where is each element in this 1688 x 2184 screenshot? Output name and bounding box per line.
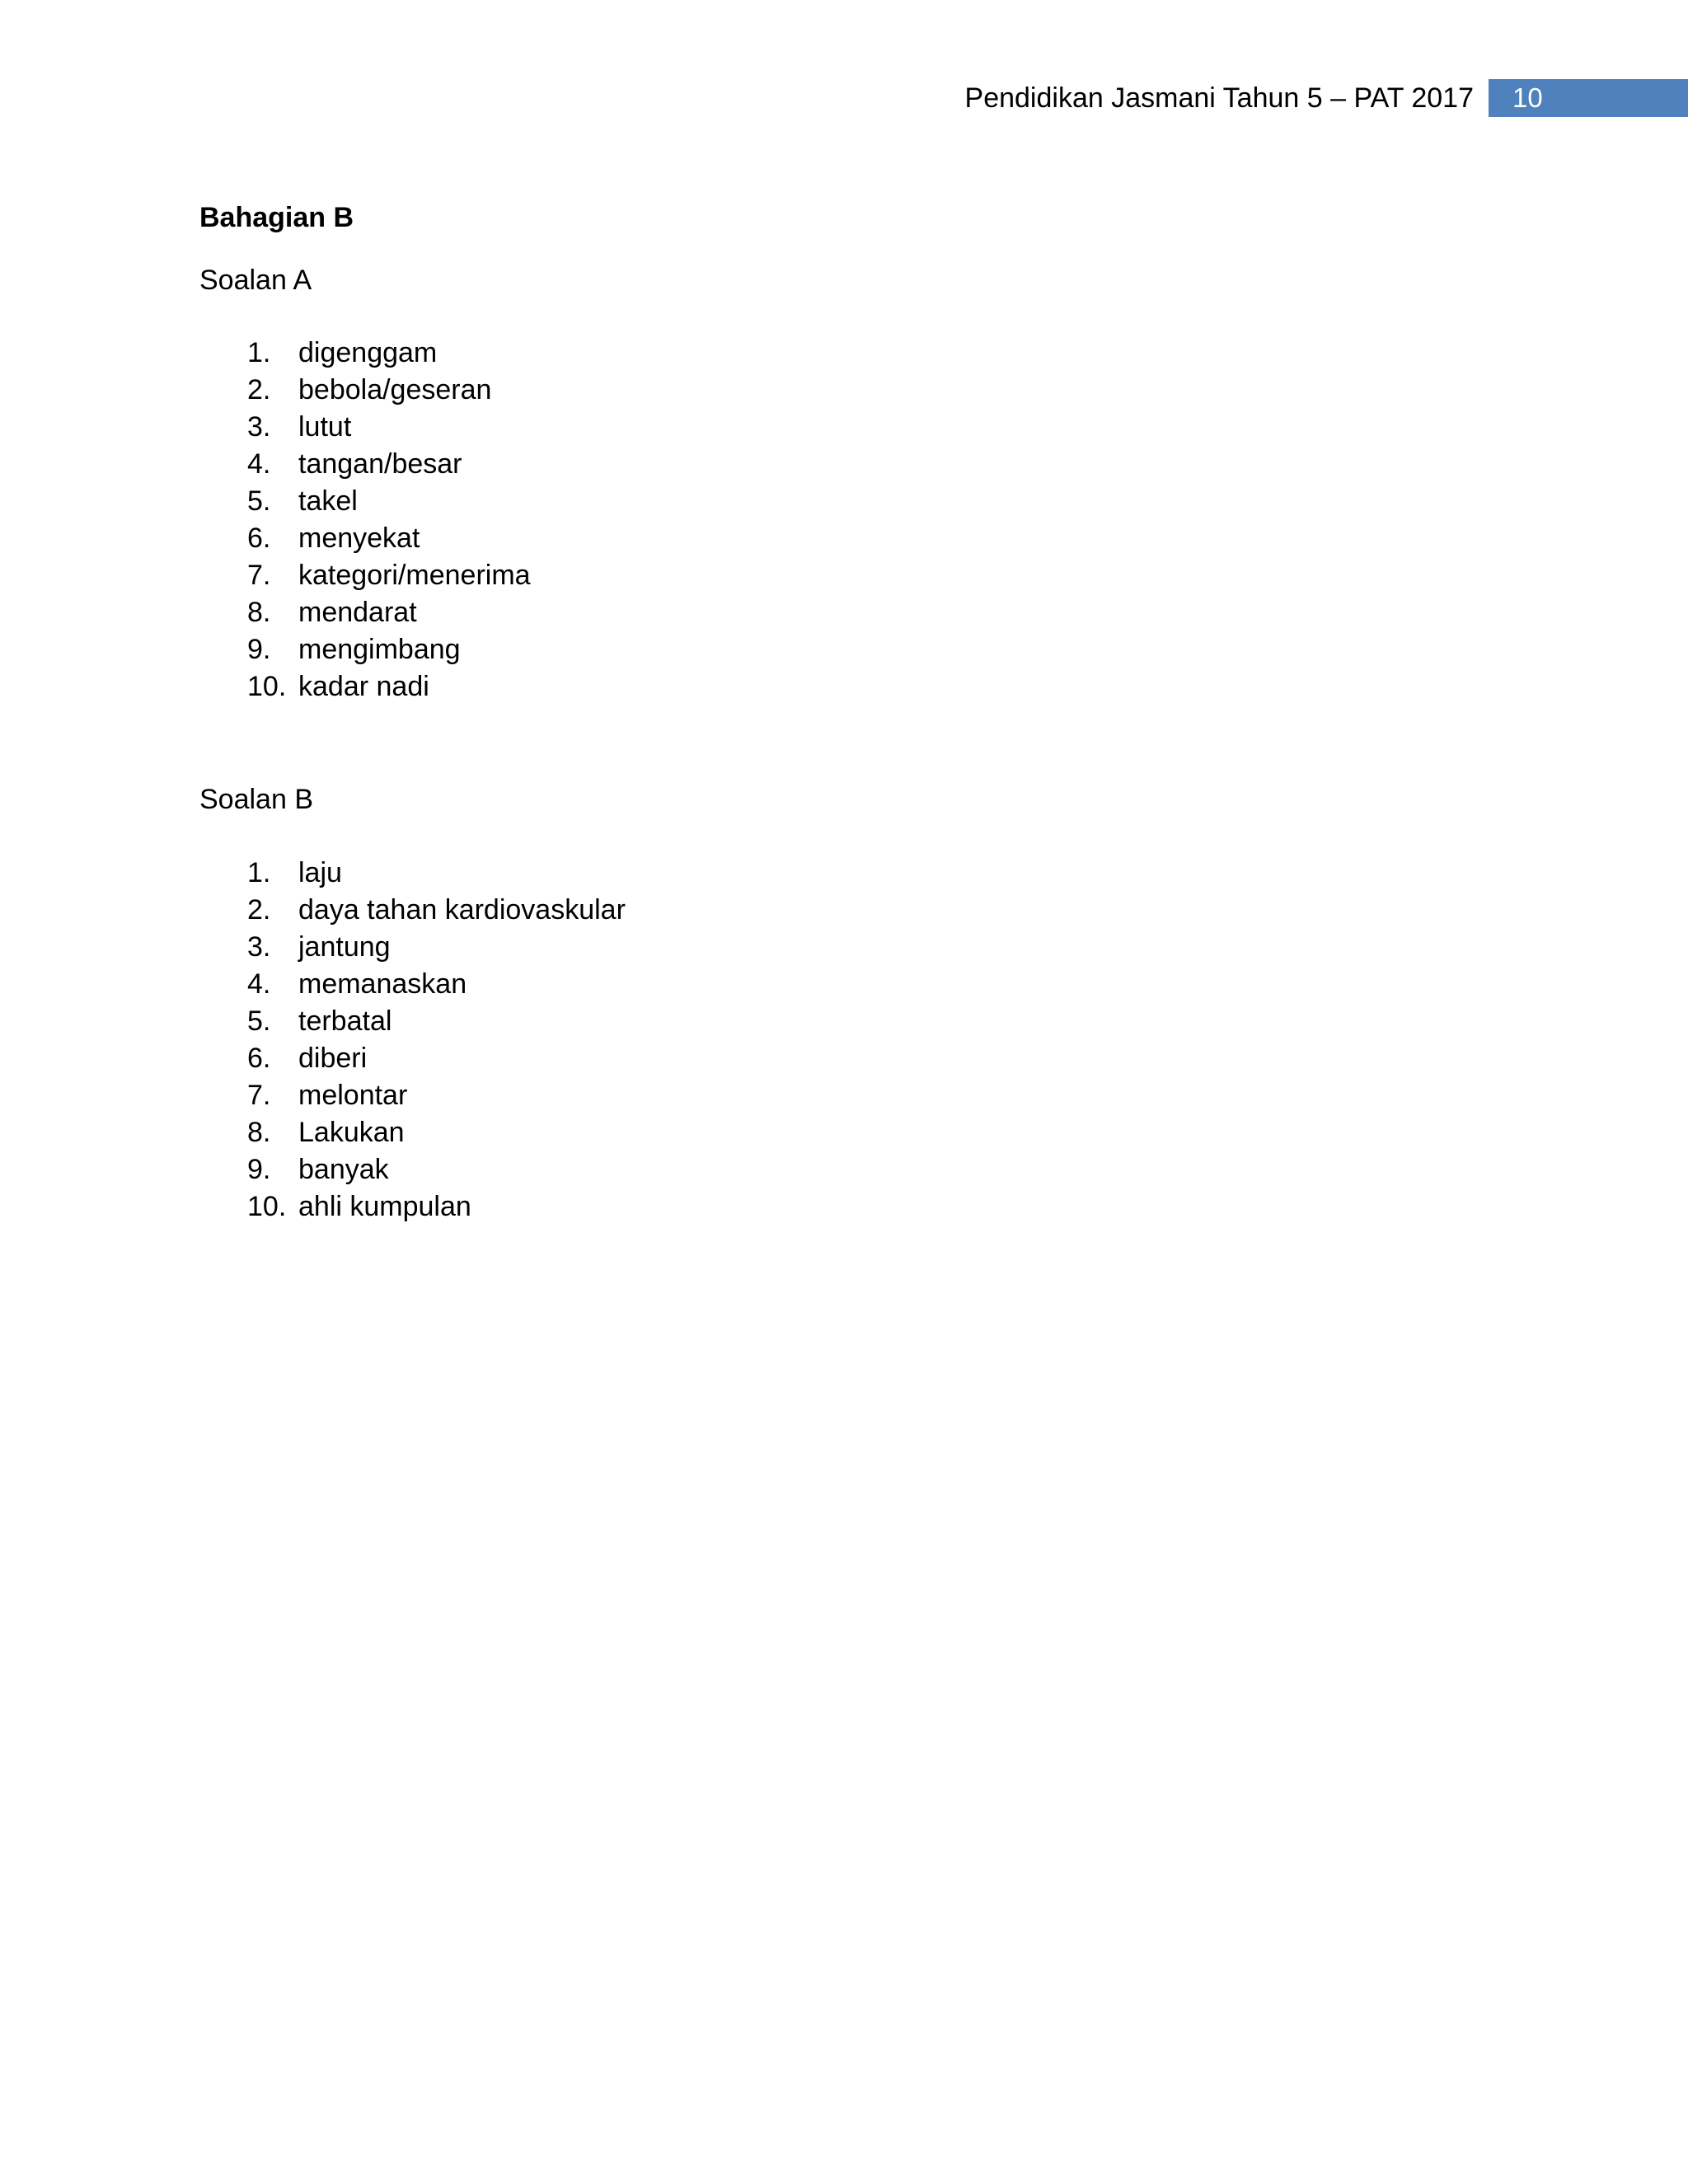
item-number: 1. [247,857,271,888]
item-answer: kategori/menerima [298,560,531,591]
page-header [0,79,1688,117]
item-answer: jantung [298,931,391,963]
item-number: 3. [247,411,271,443]
item-number: 2. [247,374,271,405]
item-answer: menyekat [298,523,420,554]
item-number: 6. [247,1043,271,1074]
item-number: 8. [247,1117,271,1148]
item-answer: mengimbang [298,634,461,665]
item-answer: lutut [298,411,352,443]
item-answer: Lakukan [298,1117,405,1148]
item-number: 5. [247,485,271,517]
item-number: 6. [247,523,271,554]
item-number: 1. [247,337,271,368]
item-answer: memanaskan [298,968,467,1000]
soalan-a-title: Soalan A [199,265,312,296]
item-answer: banyak [298,1154,389,1185]
header-title: Pendidikan Jasmani Tahun 5 – PAT 2017 [964,82,1474,114]
item-answer: daya tahan kardiovaskular [298,894,626,926]
item-number: 7. [247,1080,271,1111]
item-number: 5. [247,1005,271,1037]
item-number: 10. [247,671,287,702]
item-number: 2. [247,894,271,926]
item-answer: kadar nadi [298,671,429,702]
item-number: 4. [247,448,271,480]
item-number: 9. [247,634,271,665]
item-number: 9. [247,1154,271,1185]
item-answer: diberi [298,1043,368,1074]
item-number: 10. [247,1191,287,1222]
item-answer: digenggam [298,337,438,368]
item-answer: laju [298,857,342,888]
item-answer: terbatal [298,1005,392,1037]
soalan-b-title: Soalan B [199,784,313,815]
item-answer: ahli kumpulan [298,1191,471,1222]
item-number: 3. [247,931,271,963]
item-answer: mendarat [298,597,417,628]
page-number-badge [1489,79,1688,117]
item-answer: bebola/geseran [298,374,492,405]
page-number: 10 [1512,82,1543,113]
section-title: Bahagian B [199,202,354,233]
item-number: 7. [247,560,271,591]
item-answer: takel [298,485,358,517]
item-answer: tangan/besar [298,448,462,480]
item-number: 8. [247,597,271,628]
item-answer: melontar [298,1080,408,1111]
item-number: 4. [247,968,271,1000]
